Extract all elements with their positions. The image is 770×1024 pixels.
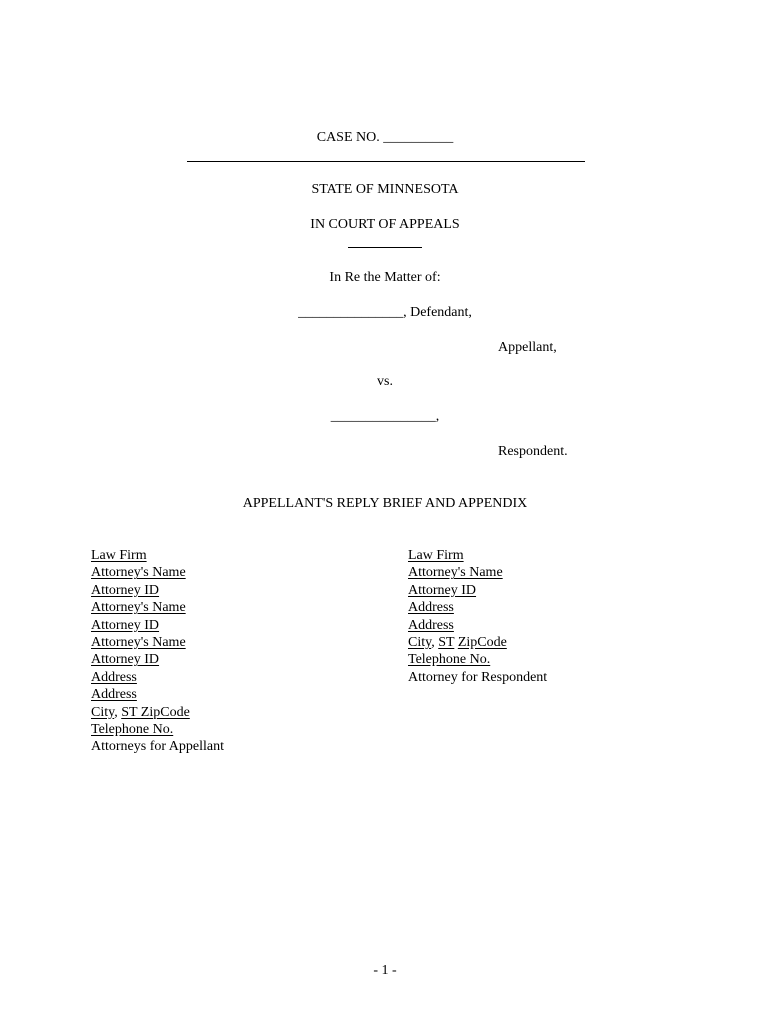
appellant-attorney-name-1: Attorney's Name — [91, 565, 186, 581]
respondent-counsel-block — [408, 547, 547, 686]
state-name: STATE OF MINNESOTA — [311, 182, 459, 197]
appellant-address-1: Address — [91, 669, 137, 685]
respondent-address-2: Address — [408, 617, 454, 633]
respondent-blank-line: _______________, — [330, 409, 440, 424]
appellant-attorney-id-3: Attorney ID — [91, 652, 160, 668]
court-name: IN COURT OF APPEALS — [310, 217, 460, 232]
respondent-attorney-name: Attorney's Name — [408, 565, 503, 581]
appellant-state-zip: ST ZipCode — [121, 704, 190, 720]
header-divider — [187, 161, 585, 162]
respondent-city: City — [408, 634, 432, 650]
in-re-line: In Re the Matter of: — [329, 270, 441, 285]
respondent-attorney-id: Attorney ID — [408, 582, 477, 598]
respondent-zip: ZipCode — [457, 634, 507, 650]
appellant-attorney-id-1: Attorney ID — [91, 582, 160, 598]
appellant-address-2: Address — [91, 687, 137, 703]
respondent-city-comma: , — [431, 634, 439, 650]
appellant-attorney-name-2: Attorney's Name — [91, 600, 186, 616]
court-divider — [348, 247, 422, 248]
appellant-label: Appellant, — [498, 340, 557, 355]
appellant-city-comma: , — [114, 704, 122, 720]
appellant-city: City — [91, 704, 115, 720]
appellant-counsel-block — [91, 547, 224, 756]
defendant-line: _______________, Defendant, — [298, 305, 472, 320]
appellant-attorney-id-2: Attorney ID — [91, 617, 160, 633]
appellant-counsel-role: Attorneys for Appellant — [91, 739, 224, 755]
respondent-state: ST — [438, 634, 455, 650]
appellant-attorney-name-3: Attorney's Name — [91, 634, 186, 650]
appellant-telephone: Telephone No. — [91, 721, 174, 737]
respondent-telephone: Telephone No. — [408, 652, 491, 668]
respondent-law-firm: Law Firm — [408, 548, 464, 563]
page-number: - 1 - — [373, 963, 397, 978]
respondent-counsel-role: Attorney for Respondent — [408, 669, 548, 685]
respondent-label: Respondent. — [498, 444, 568, 459]
document-title: APPELLANT'S REPLY BRIEF AND APPENDIX — [242, 496, 528, 511]
appellant-law-firm: Law Firm — [91, 548, 147, 563]
respondent-address-1: Address — [408, 600, 454, 616]
case-number: CASE NO. __________ — [316, 130, 454, 145]
versus-label: vs. — [377, 374, 393, 389]
